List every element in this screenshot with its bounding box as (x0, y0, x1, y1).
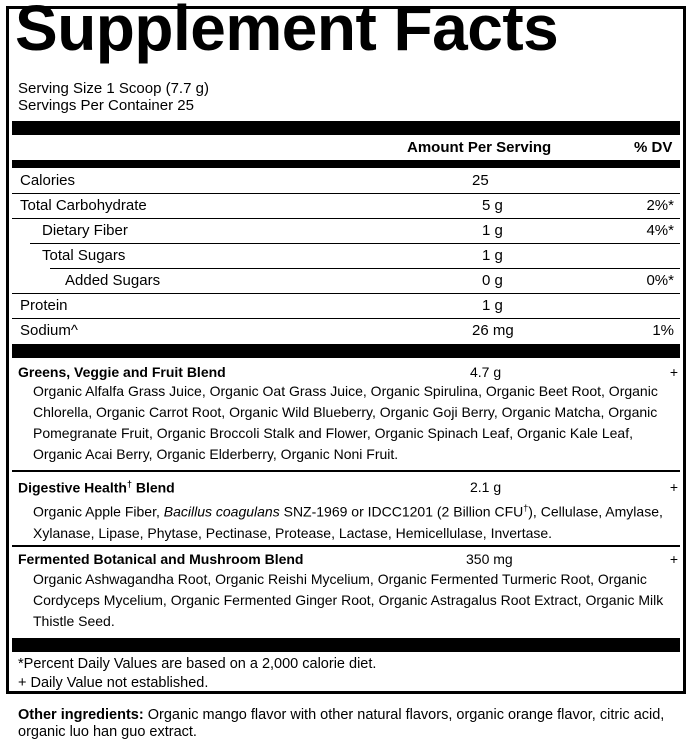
nutrient-label: Protein (20, 297, 68, 314)
nutrient-label: Calories (20, 172, 76, 189)
nutrient-label: Dietary Fiber (42, 222, 128, 239)
dagger-mark: † (126, 479, 132, 489)
nutrient-label: Total Sugars (42, 247, 126, 264)
blend-divider (12, 545, 680, 547)
nutrient-amount: 5 g (482, 197, 503, 214)
nutrient-row-protein (12, 294, 680, 318)
blend-ingredients-digestive (33, 498, 673, 544)
footnote-plus: + Daily Value not established. (18, 675, 209, 691)
blend-dv-fermented: + (669, 551, 678, 567)
nutrient-row-added-sugars (12, 269, 680, 293)
other-ingredients-text: Organic mango flavor with other natural flavors, organic orange flavor, citric acid, organic luo han guo extract. (18, 707, 665, 740)
blend-dv-digestive: + (669, 479, 678, 495)
ingredients-italic: Bacillus coagulans (163, 503, 280, 520)
blend-name-suffix: Blend (131, 479, 175, 496)
thick-rule-top (12, 121, 680, 135)
blend-name: Digestive Health (18, 479, 127, 496)
nutrient-row-dietary-fiber (12, 219, 680, 243)
thick-rule-blends (12, 344, 680, 358)
blend-amount-greens: 4.7 g (470, 364, 502, 380)
blend-divider (12, 470, 680, 472)
ingredients-part: SNZ-1969 or IDCC1201 (2 Billion CFU (279, 503, 524, 520)
nutrient-amount: 0 g (482, 272, 503, 289)
nutrient-amount: 25 (472, 172, 489, 189)
nutrient-amount: 1 g (482, 247, 503, 264)
dv-header: % DV (634, 139, 673, 156)
nutrient-row-sodium (12, 319, 680, 343)
other-ingredients (18, 707, 688, 741)
footnote-dv: *Percent Daily Values are based on a 2,000 calorie diet. (18, 656, 377, 672)
blend-title-greens: Greens, Veggie and Fruit Blend (18, 364, 226, 380)
thick-rule-bottom (12, 638, 680, 652)
nutrient-label: Sodium^ (20, 322, 78, 339)
thick-rule-header (12, 160, 680, 168)
ingredients-part: Organic Apple Fiber, (33, 503, 164, 520)
nutrient-amount: 1 g (482, 222, 503, 239)
nutrient-dv: 2%* (646, 197, 674, 214)
blend-ingredients-fermented: Organic Ashwagandha Root, Organic Reishi Mycelium, Organic Fermented Turmeric Root, Organic Cordyceps Mycelium, Organic Fermented Ginger Root, Organic Astragalus Root Extract, Organic Milk Thistle Seed. (33, 571, 664, 629)
nutrient-row-total-sugars (12, 244, 680, 268)
serving-size: Serving Size 1 Scoop (7.7 g) (18, 80, 209, 97)
blend-ingredients-greens: Organic Alfalfa Grass Juice, Organic Oat Grass Juice, Organic Spirulina, Organic Beet Root, Organic Chlorella, Organic Carrot Root, Organic Wild Blueberry, Organic Goji Berry, Organic Matcha, Organic Pomegranate Fruit, Organic Broccoli Stalk and Flower, Organic Spinach Leaf, Organic Kale Leaf, Organic Acai Berry, Organic Elderberry, Organic Noni Fruit. (33, 383, 658, 462)
nutrient-label: Total Carbohydrate (20, 197, 147, 214)
nutrient-row-total-carbohydrate (12, 194, 680, 218)
nutrient-row-calories (12, 169, 680, 193)
blend-amount-fermented: 350 mg (466, 551, 513, 567)
dagger-mark: † (523, 503, 529, 513)
nutrient-amount: 1 g (482, 297, 503, 314)
other-ingredients-label: Other ingredients: (18, 707, 144, 723)
nutrient-dv: 0%* (646, 272, 674, 289)
nutrient-amount: 26 mg (472, 322, 514, 339)
blend-title-fermented: Fermented Botanical and Mushroom Blend (18, 551, 304, 567)
servings-per-container: Servings Per Container 25 (18, 97, 194, 114)
nutrient-dv: 1% (652, 322, 674, 339)
blend-dv-greens: + (669, 364, 678, 380)
nutrient-label: Added Sugars (65, 272, 161, 289)
ingredients-part: ), Cellulase, Amylase, Xylanase, Lipase, Phytase, Pectinase, Protease, Lactase, Hemicellulase, Invertase. (33, 503, 663, 541)
amount-header: Amount Per Serving (407, 139, 552, 156)
nutrient-dv: 4%* (646, 222, 674, 239)
blend-title-digestive (18, 479, 175, 496)
blend-amount-digestive: 2.1 g (470, 479, 502, 495)
panel-title: Supplement Facts (15, 0, 559, 64)
